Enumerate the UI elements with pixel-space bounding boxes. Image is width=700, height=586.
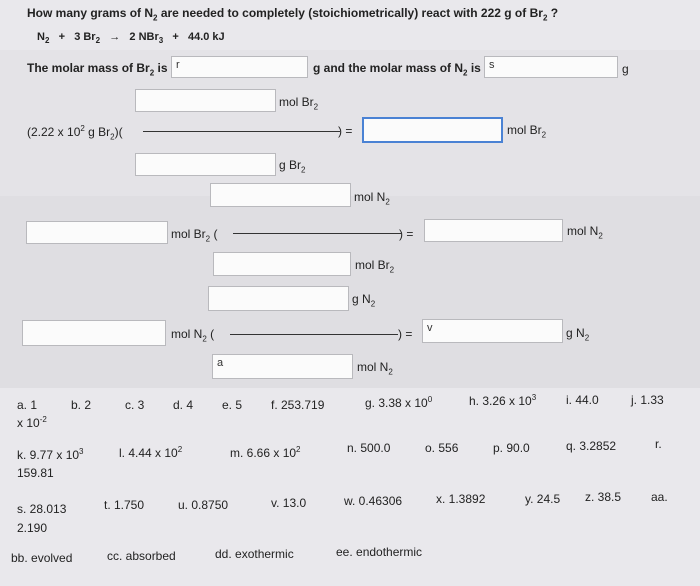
option-u: u. 0.8750 [178, 498, 229, 512]
option-d: d. 4 [173, 398, 194, 412]
option-o: o. 556 [425, 441, 459, 455]
step3-bottom-input[interactable]: a [212, 354, 353, 379]
molar-mass-n2-input[interactable]: s [484, 56, 618, 78]
option-a-cont: x $10^{-2}$ [17, 415, 47, 430]
step2-close: ) = [399, 227, 414, 241]
step2-top-unit: mol $N_2$ [354, 190, 390, 207]
option-y: y. 24.5 [525, 492, 561, 506]
step3-top-input[interactable] [208, 286, 349, 311]
option-l: l. 4.44 x $10^2$ [119, 445, 183, 460]
molar-mass-unit: g [622, 62, 629, 76]
option-h: h. 3.26 x $10^3$ [469, 393, 537, 408]
option-n: n. 500.0 [347, 441, 391, 455]
option-w: w. 0.46306 [344, 494, 403, 508]
option-x: x. 1.3892 [436, 492, 486, 506]
step2-fraction-line [233, 233, 401, 234]
option-g: g. 3.38 x $10^0$ [365, 395, 433, 410]
step1-bottom-input[interactable] [135, 153, 276, 176]
option-f: f. 253.719 [271, 398, 325, 412]
step1-top-input[interactable] [135, 89, 276, 112]
option-k-cont: 159.81 [17, 466, 54, 480]
step2-left-unit: mol $Br_2$ ( [171, 227, 218, 244]
step1-result-input[interactable] [362, 117, 503, 143]
step3-result-unit: g $N_2$ [566, 326, 590, 343]
step3-close: ) = [398, 327, 413, 341]
option-p: p. 90.0 [493, 441, 530, 455]
option-s-cont: 2.190 [17, 521, 48, 535]
step3-bottom-unit: mol $N_2$ [357, 360, 393, 377]
molar-mass-br2-input[interactable]: r [171, 56, 308, 78]
option-t: t. 1.750 [104, 498, 145, 512]
step1-bottom-unit: g $Br_2$ [279, 158, 306, 175]
step2-bottom-input[interactable] [213, 252, 351, 276]
option-q: q. 3.2852 [566, 439, 617, 453]
step3-left-unit: mol $N_2$ ( [171, 327, 215, 344]
step2-result-input[interactable] [424, 219, 563, 242]
step1-top-unit: mol $Br_2$ [279, 95, 319, 112]
step2-top-input[interactable] [210, 183, 351, 207]
option-ee: ee. endothermic [336, 545, 423, 559]
step1-given: (2.22 x $10^2$ g $Br_2$)( [27, 124, 123, 142]
option-r: r. [655, 437, 662, 451]
step2-bottom-unit: mol $Br_2$ [355, 258, 395, 275]
option-e: e. 5 [222, 398, 243, 412]
option-dd: dd. exothermic [215, 547, 294, 561]
step2-result-unit: mol $N_2$ [567, 224, 603, 241]
option-aa: aa. [651, 490, 668, 504]
option-m: m. 6.66 x $10^2$ [230, 445, 301, 460]
option-v: v. 13.0 [271, 496, 307, 510]
option-z: z. 38.5 [585, 490, 622, 504]
molar-mass-label-n2: g and the molar mass of $N_2$ is [313, 61, 481, 78]
step3-left-input[interactable] [22, 320, 166, 346]
step1-close: ) = [338, 124, 353, 138]
option-bb: bb. evolved [11, 551, 73, 565]
molar-mass-label-br2: The molar mass of $Br_2$ is [27, 61, 168, 78]
option-cc: cc. absorbed [107, 549, 176, 563]
step1-result-unit: mol $Br_2$ [507, 123, 547, 140]
step2-left-input[interactable] [26, 221, 168, 244]
option-i: i. 44.0 [566, 393, 599, 407]
step3-fraction-line [230, 334, 398, 335]
option-k: k. 9.77 x $10^3$ [17, 447, 84, 462]
chemical-equation: $N_2$ + 3 $Br_2$ → 2 NBr$_3$ + 44.0 kJ [37, 31, 225, 46]
option-a: a. 1 [17, 398, 38, 412]
step1-fraction-line [143, 131, 340, 132]
question-title: How many grams of $N_2$ are needed to completely (stoichiometrically) react with 222 g of $Br_2$ ? [27, 6, 559, 23]
option-j: j. 1.33 [631, 393, 664, 407]
option-s: s. 28.013 [17, 502, 67, 516]
step3-result-input[interactable]: v [422, 319, 563, 343]
step3-top-unit: g $N_2$ [352, 292, 376, 309]
option-c: c. 3 [125, 398, 145, 412]
option-b: b. 2 [71, 398, 92, 412]
